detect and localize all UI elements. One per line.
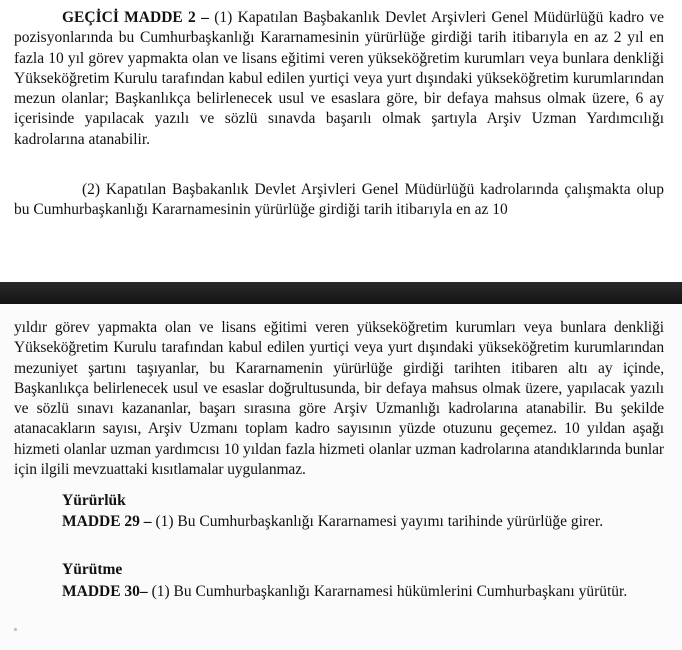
- provisional-article-2-paragraph-2-continued: yıldır görev yapmakta olan ve lisans eğitimi veren yükseköğretim kurumları veya bunlara denkliği Yükseköğretim Kurulu tarafından kabul edilen yurtiçi veya yurt dışındaki yükseköğretim kurumlarından mezuniyet şartını taşıyanlar, bu Kararnamenin yürürlüğe girdiği tarihten itibaren altı ay içinde, Başkanlıkça belirlenecek usul ve esaslar doğrultusunda, bir defaya mahsus olmak üzere, yapılacak yazılı ve sözlü sınavı kazananlar, başarı sırasına göre Arşiv Uzmanlığı kadrolarına atanabilir. Bu şekilde atanacakların sayısı, Arşiv Uzmanı toplam kadro sayısının yüzde otuzunu geçemez. 10 yıldan aşağı hizmeti olanlar uzman yardımcısı 10 yıldan fazla hizmeti olanlar uzman kadrolarına atandıklarında bunlar için ilgili mevzuattaki kısıtlamalar uygulanmaz.: [14, 319, 664, 479]
- article-30-text: (1) Bu Cumhurbaşkanlığı Kararnamesi hükümlerini Cumhurbaşkanı yürütür.: [147, 583, 628, 600]
- article-30-label: MADDE 30–: [62, 583, 148, 600]
- provisional-article-2-label: GEÇİCİ MADDE 2 –: [62, 9, 209, 26]
- scan-speck: [14, 628, 17, 631]
- article-30: [14, 582, 664, 602]
- paragraph-1-text: (1) Kapatılan Başbakanlık Devlet Arşivleri Genel Müdürlüğü kadro ve pozisyonlarında bu Cumhurbaşkanlığı Kararnamesinin yürürlüğe girdiği tarih itibarıyla en az 2 yıl en fazla 10 yıl görev yapmakta olan ve lisans eğitimi veren yükseköğretim kurumları veya bunlara denkliği Yükseköğretim Kurulu tarafından kabul edilen yurtiçi veya yurt dışındaki yükseköğretim kurumlarından mezun olanlar; Başkanlıkça belirlenecek usul ve esaslara göre, bir defaya mahsus olmak üzere, 6 ay içerisinde yapılacak yazılı ve sözlü sınavda başarılı olmak şartıyla Arşiv Uzman Yardımcılığı kadrolarına atanabilir.: [14, 9, 664, 148]
- document-page-top: [0, 0, 682, 282]
- section-heading-effect: Yürürlük: [62, 492, 126, 509]
- provisional-article-2-paragraph-1: [14, 8, 664, 150]
- article-29: [62, 512, 662, 532]
- article-29-label: MADDE 29 –: [62, 513, 152, 530]
- section-heading-execution: Yürütme: [62, 561, 123, 578]
- provisional-article-2-paragraph-2: (2) Kapatılan Başbakanlık Devlet Arşivleri Genel Müdürlüğü kadrolarında çalışmakta olup bu Cumhurbaşkanlığı Kararnamesinin yürürlüğe girdiği tarih itibarıyla en az 10: [14, 181, 664, 219]
- article-29-text: (1) Bu Cumhurbaşkanlığı Kararnamesi yayımı tarihinde yürürlüğe girer.: [151, 513, 604, 530]
- page-break-divider: [0, 282, 682, 304]
